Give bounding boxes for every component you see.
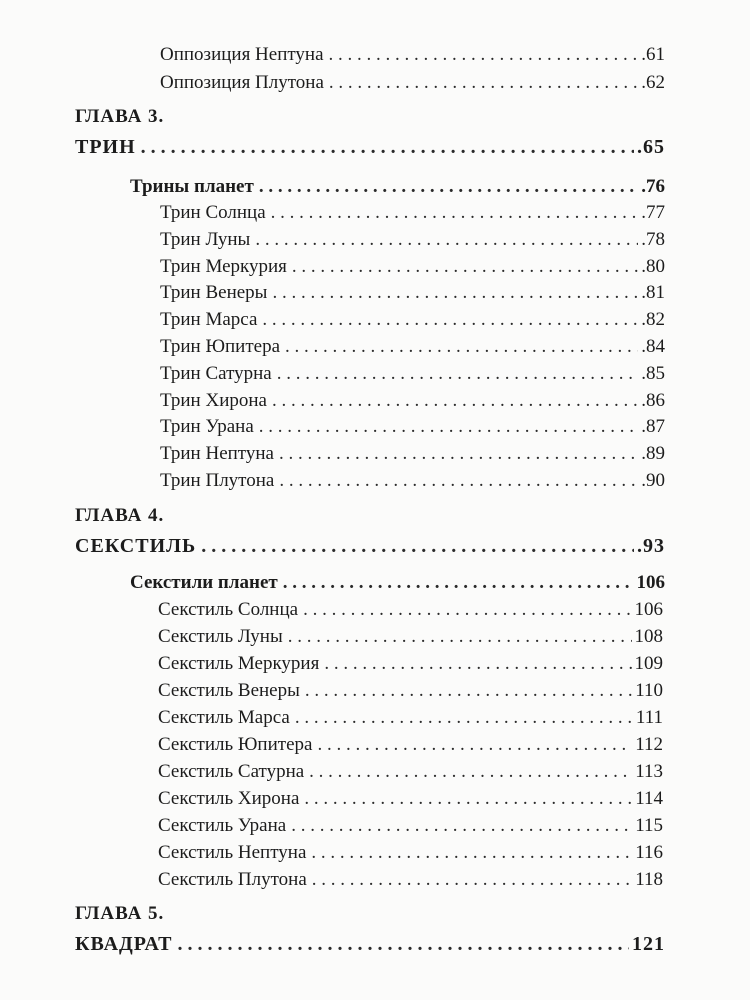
leader-dots	[262, 307, 638, 333]
chapter-entry[interactable]	[75, 134, 665, 160]
toc-entry-page: 106	[634, 599, 663, 620]
leader-dots	[329, 42, 639, 68]
toc-entry[interactable]	[160, 200, 665, 226]
leader-dots	[271, 200, 639, 226]
toc-entry-page: .82	[641, 309, 665, 331]
toc-entry-label: Трин Луны	[160, 228, 251, 250]
toc-entry[interactable]	[158, 867, 663, 893]
leader-dots	[304, 786, 632, 812]
toc-entry-page: .80	[641, 255, 665, 277]
leader-dots	[272, 388, 638, 414]
toc-entry-page: .86	[641, 389, 665, 411]
toc-entry-label: Трин Солнца	[160, 202, 266, 223]
toc-entry[interactable]	[158, 813, 663, 839]
toc-entry[interactable]	[160, 441, 665, 467]
chapter-page: 121	[632, 933, 665, 955]
toc-entry[interactable]	[160, 468, 665, 494]
toc-entry-page: .90	[641, 470, 665, 491]
toc-entry-label: Трин Венеры	[160, 282, 268, 304]
toc-entry-page: .89	[641, 443, 665, 465]
toc-entry[interactable]	[160, 280, 665, 306]
toc-entry[interactable]	[160, 42, 665, 68]
toc-entry[interactable]	[160, 254, 665, 280]
toc-entry-label: Секстиль Плутона	[158, 869, 307, 890]
toc-entry-label: Трин Плутона	[160, 470, 275, 491]
toc-entry-page: 111	[635, 707, 663, 728]
leader-dots	[292, 254, 638, 280]
leader-dots	[305, 678, 632, 704]
toc-entry[interactable]	[158, 651, 663, 677]
leader-dots	[285, 334, 638, 360]
section-page: .76	[641, 176, 665, 197]
toc-entry-page: .85	[641, 362, 665, 384]
toc-entry-label: Трин Сатурна	[160, 362, 272, 384]
leader-dots	[255, 227, 638, 253]
toc-entry-label: Секстиль Урана	[158, 815, 287, 836]
toc-entry[interactable]	[160, 361, 665, 387]
toc-entry-page: .62	[641, 72, 665, 93]
leader-dots	[177, 931, 629, 957]
leader-dots	[283, 570, 634, 596]
chapter-page: .65	[637, 136, 665, 158]
toc-entry[interactable]	[160, 388, 665, 414]
toc-entry-page: 110	[635, 680, 663, 701]
toc-entry-label: Оппозиция Плутона	[160, 72, 324, 93]
leader-dots	[201, 533, 634, 559]
toc-entry[interactable]	[160, 334, 665, 360]
toc-entry[interactable]	[158, 786, 663, 812]
leader-dots	[329, 70, 638, 96]
section-page: 106	[636, 572, 665, 593]
toc-entry-page: 115	[635, 815, 663, 836]
toc-entry-label: Секстиль Хирона	[158, 788, 300, 809]
section-label: Секстили планет	[130, 572, 278, 593]
toc-entry-page: .77	[641, 202, 665, 223]
toc-entry-page: .61	[641, 44, 665, 65]
toc-entry-label: Трин Урана	[160, 416, 254, 438]
toc-entry[interactable]	[158, 705, 663, 731]
leader-dots	[259, 174, 638, 200]
section-label: Трины планет	[130, 176, 254, 197]
toc-entry-page: 114	[635, 788, 663, 809]
leader-dots	[311, 840, 632, 866]
toc-entry-label: Секстиль Нептуна	[158, 842, 307, 863]
leader-dots	[312, 867, 632, 893]
chapter-title: СЕКСТИЛЬ	[75, 535, 197, 557]
section-entry[interactable]	[130, 174, 665, 200]
toc-entry-page: .84	[641, 336, 665, 357]
toc-entry[interactable]	[160, 414, 665, 440]
toc-entry[interactable]	[158, 732, 663, 758]
toc-entry[interactable]	[158, 759, 663, 785]
toc-entry-page: 109	[634, 653, 663, 674]
toc-entry-page: 113	[635, 761, 663, 782]
toc-entry-label: Трин Меркурия	[160, 255, 287, 277]
toc-entry-label: Секстиль Марса	[158, 707, 290, 728]
chapter-title: ТРИН	[75, 136, 136, 158]
leader-dots	[303, 597, 631, 623]
toc-entry-label: Секстиль Юпитера	[158, 734, 313, 755]
leader-dots	[259, 414, 638, 440]
leader-dots	[324, 651, 631, 677]
toc-entry-label: Трин Нептуна	[160, 443, 274, 465]
leader-dots	[291, 813, 632, 839]
leader-dots	[288, 624, 632, 650]
toc-entry[interactable]	[160, 307, 665, 333]
toc-entry[interactable]	[160, 227, 665, 253]
chapter-entry[interactable]	[75, 533, 665, 559]
chapter-entry[interactable]	[75, 931, 665, 957]
toc-entry-label: Оппозиция Нептуна	[160, 44, 324, 65]
toc-entry[interactable]	[160, 70, 665, 96]
toc-entry-label: Секстиль Венеры	[158, 680, 300, 701]
leader-dots	[317, 732, 632, 758]
toc-entry[interactable]	[158, 840, 663, 866]
toc-entry-label: Трин Хирона	[160, 389, 267, 411]
chapter-heading: ГЛАВА 5.	[75, 903, 165, 924]
toc-entry-page: 116	[635, 842, 663, 863]
toc-entry[interactable]	[158, 678, 663, 704]
toc-entry-page: 118	[635, 869, 663, 890]
leader-dots	[277, 361, 639, 387]
toc-entry-page: 112	[635, 734, 663, 755]
leader-dots	[272, 280, 638, 306]
leader-dots	[309, 759, 632, 785]
toc-entry-page: .81	[641, 282, 665, 304]
toc-entry-label: Секстиль Сатурна	[158, 761, 305, 782]
chapter-title: КВАДРАТ	[75, 933, 173, 955]
toc-entry[interactable]	[158, 624, 663, 650]
toc-entry-label: Трин Юпитера	[160, 336, 281, 357]
toc-entry-page: 108	[634, 626, 663, 647]
chapter-page: .93	[637, 535, 665, 557]
toc-entry-label: Секстиль Солнца	[158, 599, 299, 620]
leader-dots	[141, 134, 634, 160]
section-entry[interactable]	[130, 570, 665, 596]
chapter-heading: ГЛАВА 4.	[75, 505, 165, 526]
toc-entry[interactable]	[158, 597, 663, 623]
toc-entry-label: Секстиль Меркурия	[158, 653, 320, 674]
toc-entry-page: .78	[641, 228, 665, 250]
toc-entry-label: Трин Марса	[160, 309, 258, 331]
chapter-heading: ГЛАВА 3.	[75, 106, 165, 127]
toc-entry-page: .87	[641, 416, 665, 438]
leader-dots	[279, 441, 638, 467]
leader-dots	[279, 468, 638, 494]
leader-dots	[295, 705, 633, 731]
toc-entry-label: Секстиль Луны	[158, 626, 283, 647]
